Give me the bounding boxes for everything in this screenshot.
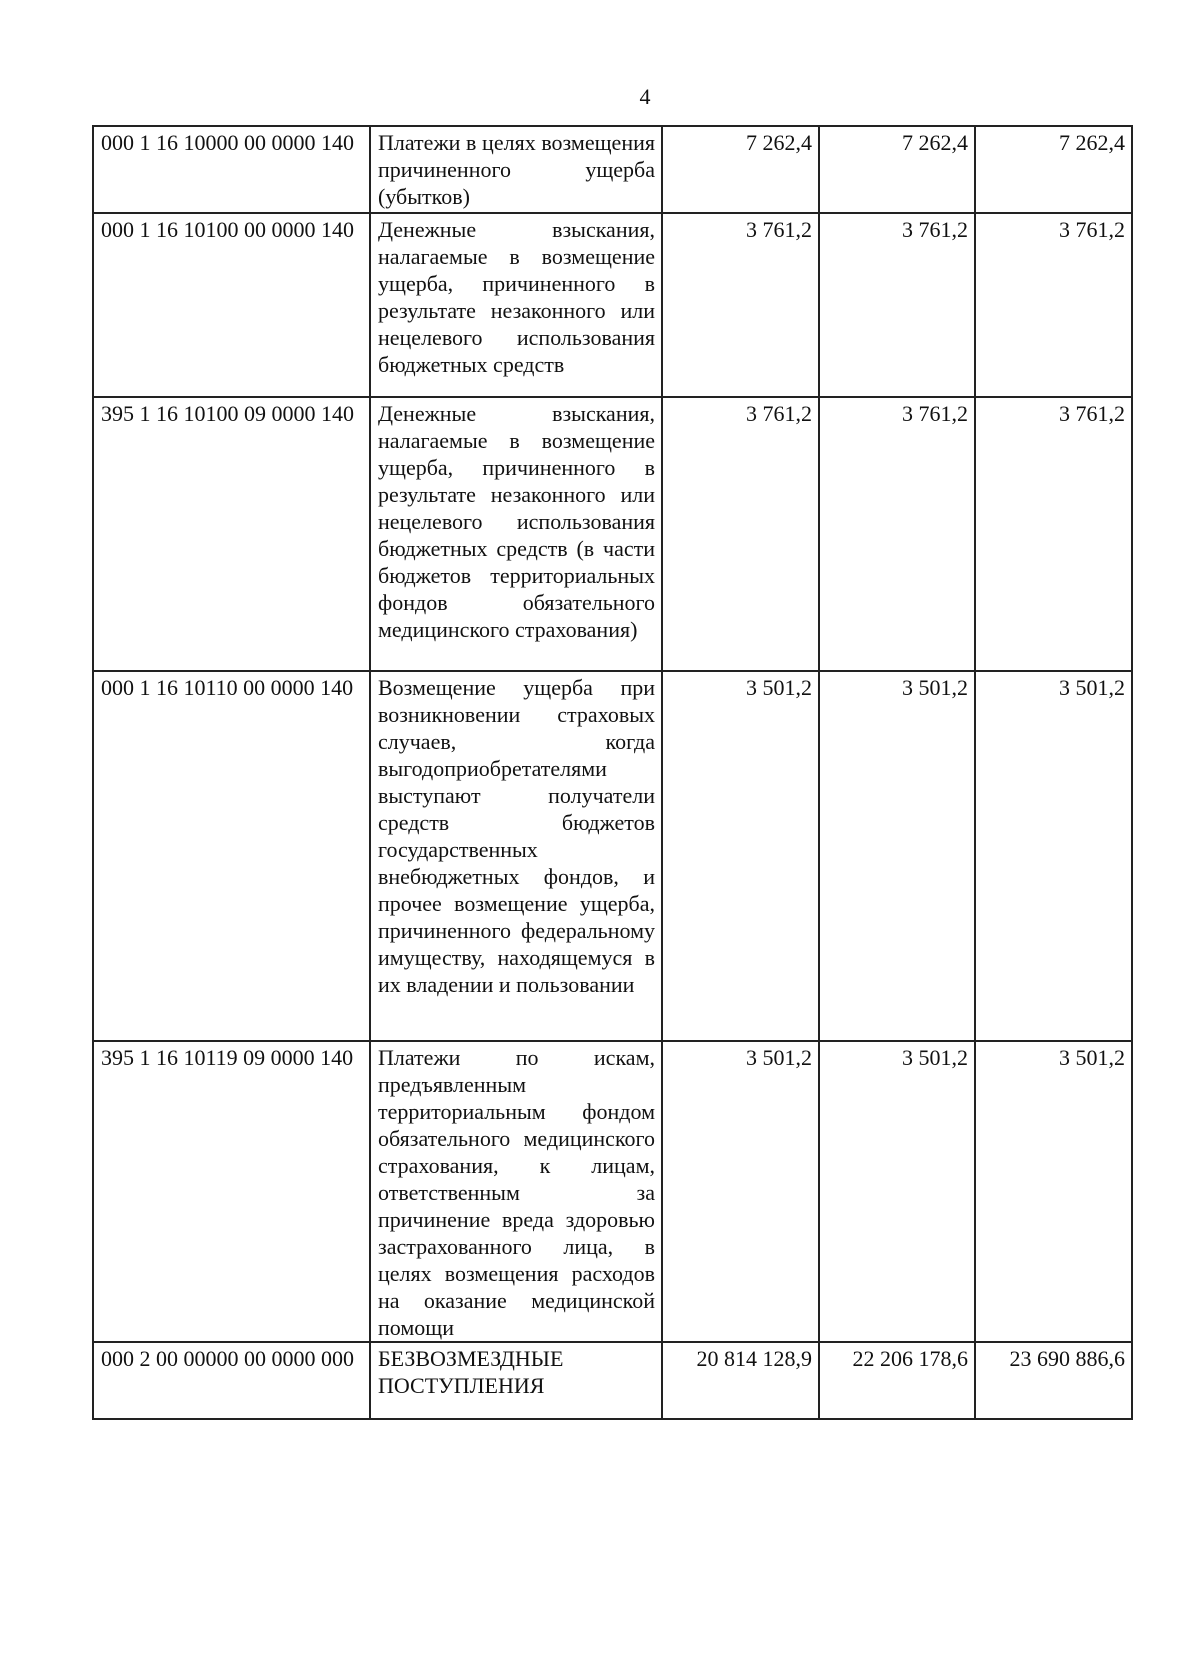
- amount-cell-3: 7 262,4: [975, 126, 1132, 213]
- amount-cell-2: 3 501,2: [819, 1041, 975, 1342]
- table-row: [93, 1342, 1132, 1419]
- amount-cell-3: 3 501,2: [975, 1041, 1132, 1342]
- budget-code-cell: 395 1 16 10100 09 0000 140: [93, 397, 370, 671]
- budget-code-cell: 000 1 16 10000 00 0000 140: [93, 126, 370, 213]
- amount-cell-3: 3 501,2: [975, 671, 1132, 1041]
- table-row: [93, 1041, 1132, 1342]
- table-row: [93, 671, 1132, 1041]
- amount-cell-1: 3 761,2: [662, 397, 819, 671]
- amount-cell-2: 3 761,2: [819, 213, 975, 397]
- description-cell: Платежи в целях возмещения причиненного ущерба (убытков): [370, 126, 662, 213]
- description-cell: Денежные взыскания, налагаемые в возмещение ущерба, причиненного в результате незаконного или нецелевого использования бюджетных средств (в части бюджетов территориальных фондов обязательного медицинского страхования): [370, 397, 662, 671]
- amount-cell-1: 3 501,2: [662, 1041, 819, 1342]
- amount-cell-2: 3 501,2: [819, 671, 975, 1041]
- amount-cell-2: 3 761,2: [819, 397, 975, 671]
- table-row: [93, 397, 1132, 671]
- revenue-table: [92, 125, 1133, 1420]
- amount-cell-1: 7 262,4: [662, 126, 819, 213]
- amount-cell-2: 22 206 178,6: [819, 1342, 975, 1419]
- budget-code-cell: 000 1 16 10100 00 0000 140: [93, 213, 370, 397]
- description-cell: Платежи по искам, предъявленным территориальным фондом обязательного медицинского страхования, к лицам, ответственным за причинение вреда здоровью застрахованного лица, в целях возмещения расходов на оказание медицинской помощи: [370, 1041, 662, 1342]
- amount-cell-2: 7 262,4: [819, 126, 975, 213]
- amount-cell-1: 3 761,2: [662, 213, 819, 397]
- amount-cell-3: 3 761,2: [975, 397, 1132, 671]
- amount-cell-1: 20 814 128,9: [662, 1342, 819, 1419]
- description-cell: Денежные взыскания, налагаемые в возмещение ущерба, причиненного в результате незаконного или нецелевого использования бюджетных средств: [370, 213, 662, 397]
- description-cell: Возмещение ущерба при возникновении страховых случаев, когда выгодоприобретателями выступают получатели средств бюджетов государственных внебюджетных фондов, и прочее возмещение ущерба, причиненного федеральному имуществу, находящемуся в их владении и пользовании: [370, 671, 662, 1041]
- description-cell: БЕЗВОЗМЕЗДНЫЕ ПОСТУПЛЕНИЯ: [370, 1342, 662, 1419]
- page-number: 4: [639, 84, 651, 109]
- amount-cell-1: 3 501,2: [662, 671, 819, 1041]
- budget-code-cell: 000 2 00 00000 00 0000 000: [93, 1342, 370, 1419]
- amount-cell-3: 23 690 886,6: [975, 1342, 1132, 1419]
- budget-code-cell: 395 1 16 10119 09 0000 140: [93, 1041, 370, 1342]
- amount-cell-3: 3 761,2: [975, 213, 1132, 397]
- budget-code-cell: 000 1 16 10110 00 0000 140: [93, 671, 370, 1041]
- table-row: [93, 213, 1132, 397]
- table-row: [93, 126, 1132, 213]
